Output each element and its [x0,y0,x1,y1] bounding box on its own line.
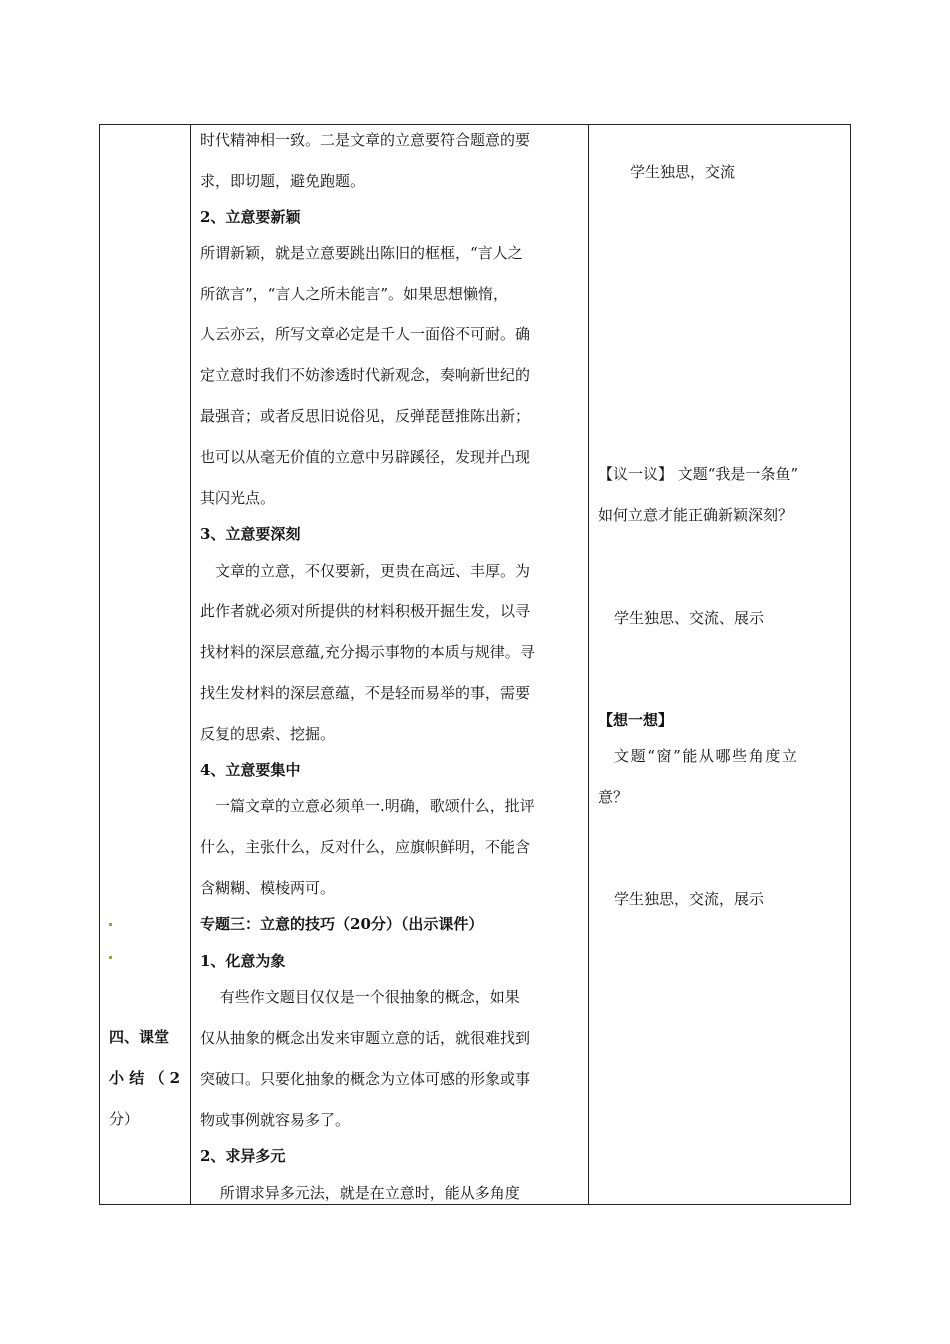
summary-title-line-2: 小 结 （ 2 [109,1069,181,1087]
section-heading: 3、立意要深刻 [200,525,301,543]
summary-title-line-1: 四、课堂 [109,1028,170,1046]
stage-column [100,125,190,1204]
content-line: 时代精神相一致。二是文章的立意要符合题意的要 [200,131,531,149]
content-line: 所谓新颖，就是立意要跳出陈旧的框框，“言人之 [200,244,523,262]
content-line: 其闪光点。 [200,489,276,507]
content-line: 仅从抽象的概念出发来审题立意的话，就很难找到 [200,1029,531,1047]
content-line: 找材料的深层意蕴,充分揭示事物的本质与规律。寻 [200,643,535,661]
content-line: 求，即切题，避免跑题。 [200,172,366,190]
student-activity-3: 学生独思，交流，展示 [614,890,765,908]
content-line: 反复的思索、挖掘。 [200,725,336,743]
content-line: 人云亦云，所写文章必定是千人一面俗不可耐。确 [200,325,531,343]
content-line: 突破口。只要化抽象的概念为立体可感的形象或事 [200,1070,531,1088]
discuss-prompt-line-1: 【议一议】 文题“我是一条鱼” [598,465,799,483]
summary-title-line-3: 分） [109,1110,140,1128]
content-line: 物或事例就容易多了。 [200,1111,351,1129]
section-heading: 1、化意为象 [200,952,286,970]
lesson-plan-table [99,124,851,1205]
content-line: 所欲言”，“言人之所未能言”。如果思想懒惰， [200,285,509,303]
student-activity-1: 学生独思，交流 [630,163,736,181]
content-line: 一篇文章的立意必须单一.明确，歌颂什么，批评 [200,797,535,815]
section-heading: 2、立意要新颖 [200,208,301,226]
think-prompt-line-1: 文题“窗”能从哪些角度立 [614,747,799,765]
content-line: 什么，主张什么，反对什么，应旗帜鲜明，不能含 [200,838,531,856]
activity-column [589,125,851,1204]
section-heading: 4、立意要集中 [200,761,301,779]
decorative-dot [109,923,112,926]
student-activity-2: 学生独思、交流、展示 [614,609,765,627]
content-line: 此作者就必须对所提供的材料积极开掘生发，以寻 [200,602,531,620]
content-column [191,125,588,1204]
content-line: 含糊糊、模棱两可。 [200,879,336,897]
topic-heading: 专题三：立意的技巧（20分）（出示课件） [200,915,484,933]
think-prompt-line-2: 意？ [598,788,629,806]
decorative-dot [109,956,112,959]
content-line: 所谓求异多元法，就是在立意时，能从多角度 [200,1184,520,1202]
discuss-prompt-line-2: 如何立意才能正确新颖深刻？ [598,506,794,524]
section-heading: 2、求异多元 [200,1147,286,1165]
content-line: 最强音；或者反思旧说俗见，反弹琵琶推陈出新； [200,407,531,425]
content-line: 也可以从毫无价值的立意中另辟蹊径，发现并凸现 [200,448,531,466]
think-title: 【想一想】 [598,711,674,729]
content-line: 找生发材料的深层意蕴，不是轻而易举的事，需要 [200,684,531,702]
content-line: 有些作文题目仅仅是一个很抽象的概念，如果 [200,988,520,1006]
content-line: 定立意时我们不妨渗透时代新观念，奏响新世纪的 [200,366,531,384]
content-line: 文章的立意，不仅要新，更贵在高远、丰厚。为 [200,562,531,580]
